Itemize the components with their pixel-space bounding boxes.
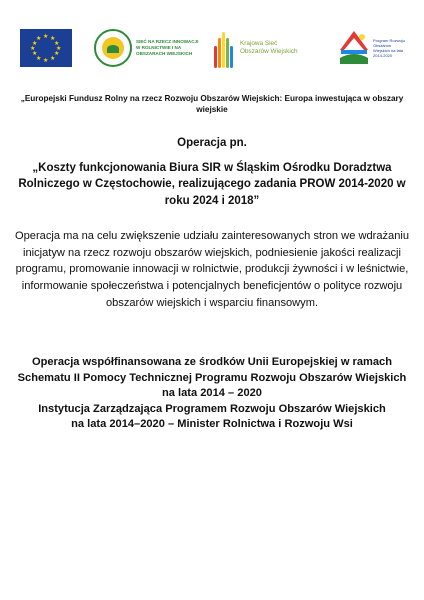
cofinancing-line-2: Instytucja Zarządzająca Programem Rozwoju Obszarów Wiejskich bbox=[38, 402, 386, 415]
ksow-logo-icon bbox=[212, 28, 236, 68]
eu-logo bbox=[20, 26, 72, 70]
sir-network-logo-icon bbox=[94, 29, 132, 67]
logo-bar bbox=[20, 26, 406, 70]
prow-logo bbox=[338, 26, 406, 70]
ksow-logo bbox=[212, 26, 330, 70]
cofinancing-line-1: Operacja współfinansowana ze środków Unii Europejskiej w ramach Schematu II Pomocy Technicznej Programu Rozwoju Obszarów Wiejskich na lata 2014 – 2020 bbox=[17, 356, 407, 400]
operation-title: „Koszty funkcjonowania Biura SIR w Śląskim Ośrodku Doradztwa Rolniczego w Częstochowie, realizującego zadania PROW 2014-2020 w roku 2024 i 2018” bbox=[18, 162, 406, 207]
sir-logo-text: SIEĆ NA RZECZ INNOWACJI W ROLNICTWIE I NA OBSZARACH WIEJSKICH bbox=[136, 39, 199, 56]
eu-flag-icon: ★ ★ ★ ★ ★ ★ ★ ★ ★ ★ ★ ★ bbox=[20, 29, 72, 67]
operation-description: Operacja ma na celu zwiększenie udziału zainteresowanych stron we wdrażaniu inicjatyw na rzecz rozwoju obszarów wiejskich, podniesienie jakości realizacji programu, promowanie innowacji w rolnictwie, produkcji żywności i w leśnictwie, informowanie społeczeństwa i potencjalnych beneficjentów o polityce rozwoju obszarów wiejskich i wsparciu finansowym. bbox=[14, 230, 410, 309]
operation-label: Operacja pn. bbox=[177, 137, 247, 149]
cofinancing-statement bbox=[14, 355, 410, 433]
cofinancing-line-3: na lata 2014–2020 – Minister Rolnictwa i Rozwoju Wsi bbox=[71, 418, 353, 431]
ksow-logo-text: Krajowa Sieć Obszarów Wiejskich bbox=[240, 40, 298, 55]
prow-logo-icon bbox=[338, 28, 370, 68]
fund-subtitle: „Europejski Fundusz Rolny na rzecz Rozwoju Obszarów Wiejskich: Europa inwestująca w obszary wiejskie bbox=[20, 94, 404, 114]
prow-logo-text: Program Rozwoju Obszarów Wiejskich na lata 2014-2020 bbox=[373, 38, 405, 58]
sir-logo bbox=[94, 26, 202, 70]
